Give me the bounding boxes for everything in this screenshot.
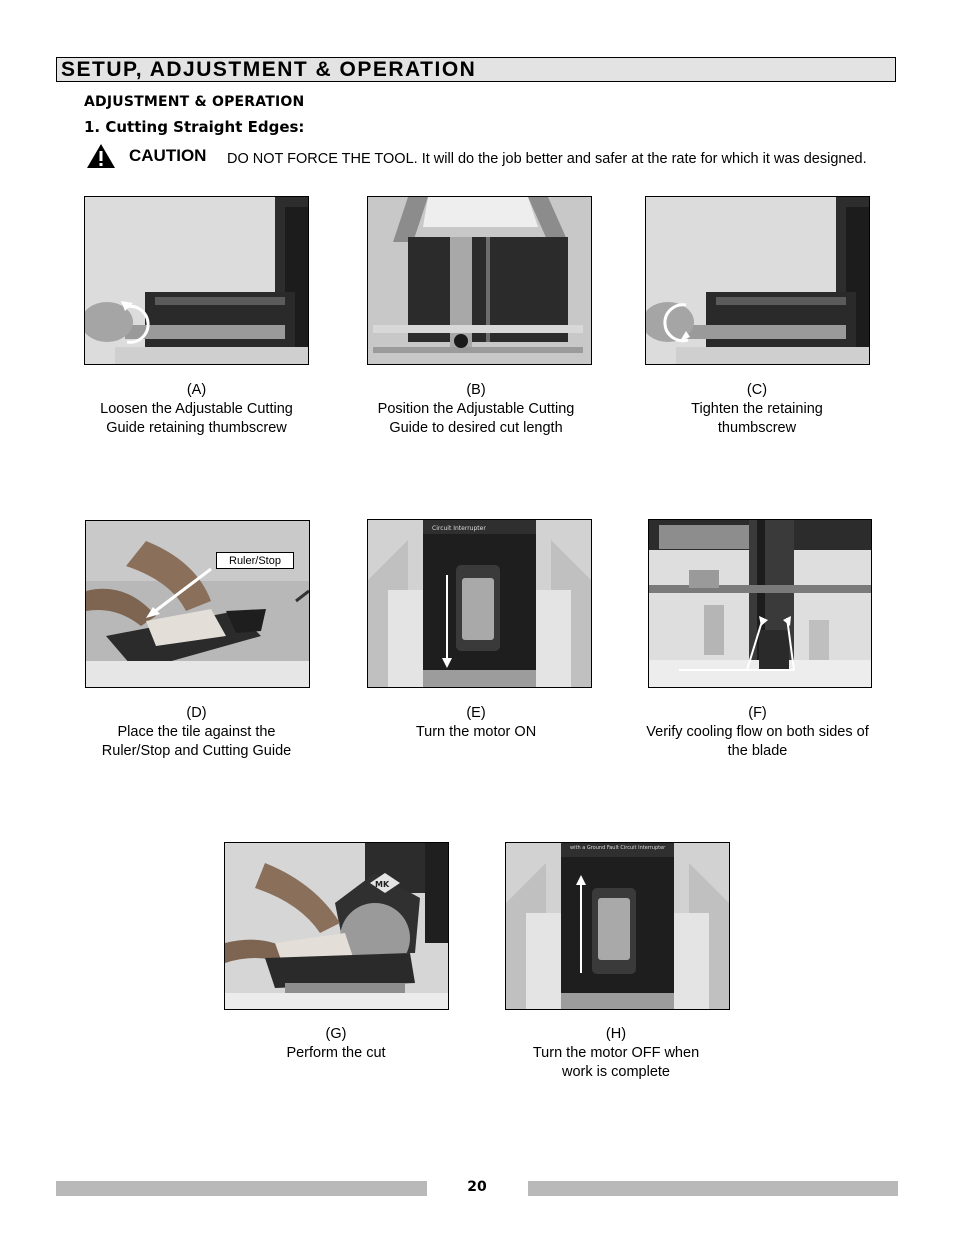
- switch-label: Circuit Interrupter: [432, 525, 486, 532]
- section-label: ADJUSTMENT & OPERATION: [84, 94, 305, 110]
- photo-step-h: [505, 842, 730, 1010]
- section-header-bar: [56, 57, 896, 82]
- caption-g: [236, 1025, 436, 1063]
- switch-label: with a Ground Fault Circuit Interrupter: [570, 845, 666, 851]
- step-description: Perform the cut: [286, 1045, 386, 1061]
- step-letter: (C): [746, 382, 768, 398]
- page-title: SETUP, ADJUSTMENT & OPERATION: [61, 58, 477, 81]
- photo-step-a: [84, 196, 309, 365]
- step-description: Position the Adjustable Cutting Guide to desired cut length: [377, 401, 575, 436]
- brand-logo: MK: [375, 880, 390, 889]
- caption-d: [84, 704, 309, 761]
- photo-step-e: [367, 519, 592, 688]
- caution-text: DO NOT FORCE THE TOOL. It will do the job better and safer at the rate for which it was designed.: [227, 151, 867, 167]
- ruler-stop-callout: Ruler/Stop: [216, 552, 294, 569]
- step-description: Verify cooling flow on both sides of the blade: [646, 724, 869, 759]
- step-letter: (E): [466, 705, 486, 721]
- caption-a: [84, 381, 309, 438]
- step-letter: (D): [186, 705, 207, 721]
- footer-bar-right: [528, 1181, 898, 1196]
- step-description: Turn the motor OFF when work is complete: [532, 1045, 700, 1080]
- step-description: Tighten the retaining thumbscrew: [691, 401, 823, 436]
- photo-step-f: [648, 519, 872, 688]
- caption-b: [367, 381, 585, 438]
- photo-step-c: [645, 196, 870, 365]
- step-letter: (A): [186, 382, 207, 398]
- step-letter: (F): [748, 705, 767, 721]
- page-number: 20: [467, 1179, 487, 1195]
- step-description: Place the tile against the Ruler/Stop and Cutting Guide: [101, 724, 292, 759]
- photo-step-g: [224, 842, 449, 1010]
- caption-f: [645, 704, 870, 761]
- caption-h: [516, 1025, 716, 1082]
- step-letter: (B): [466, 382, 486, 398]
- warning-triangle-icon: [86, 143, 116, 169]
- subsection-title: 1. Cutting Straight Edges:: [84, 118, 305, 136]
- caption-c: [666, 381, 848, 438]
- caution-label: CAUTION: [129, 146, 207, 165]
- step-letter: (G): [325, 1026, 347, 1042]
- step-description: Turn the motor ON: [415, 724, 537, 740]
- step-description: Loosen the Adjustable Cutting Guide retaining thumbscrew: [100, 401, 293, 436]
- step-letter: (H): [605, 1026, 627, 1042]
- photo-step-d: [85, 520, 310, 688]
- footer-bar-left: [56, 1181, 427, 1196]
- caption-e: [367, 704, 585, 742]
- photo-step-b: [367, 196, 592, 365]
